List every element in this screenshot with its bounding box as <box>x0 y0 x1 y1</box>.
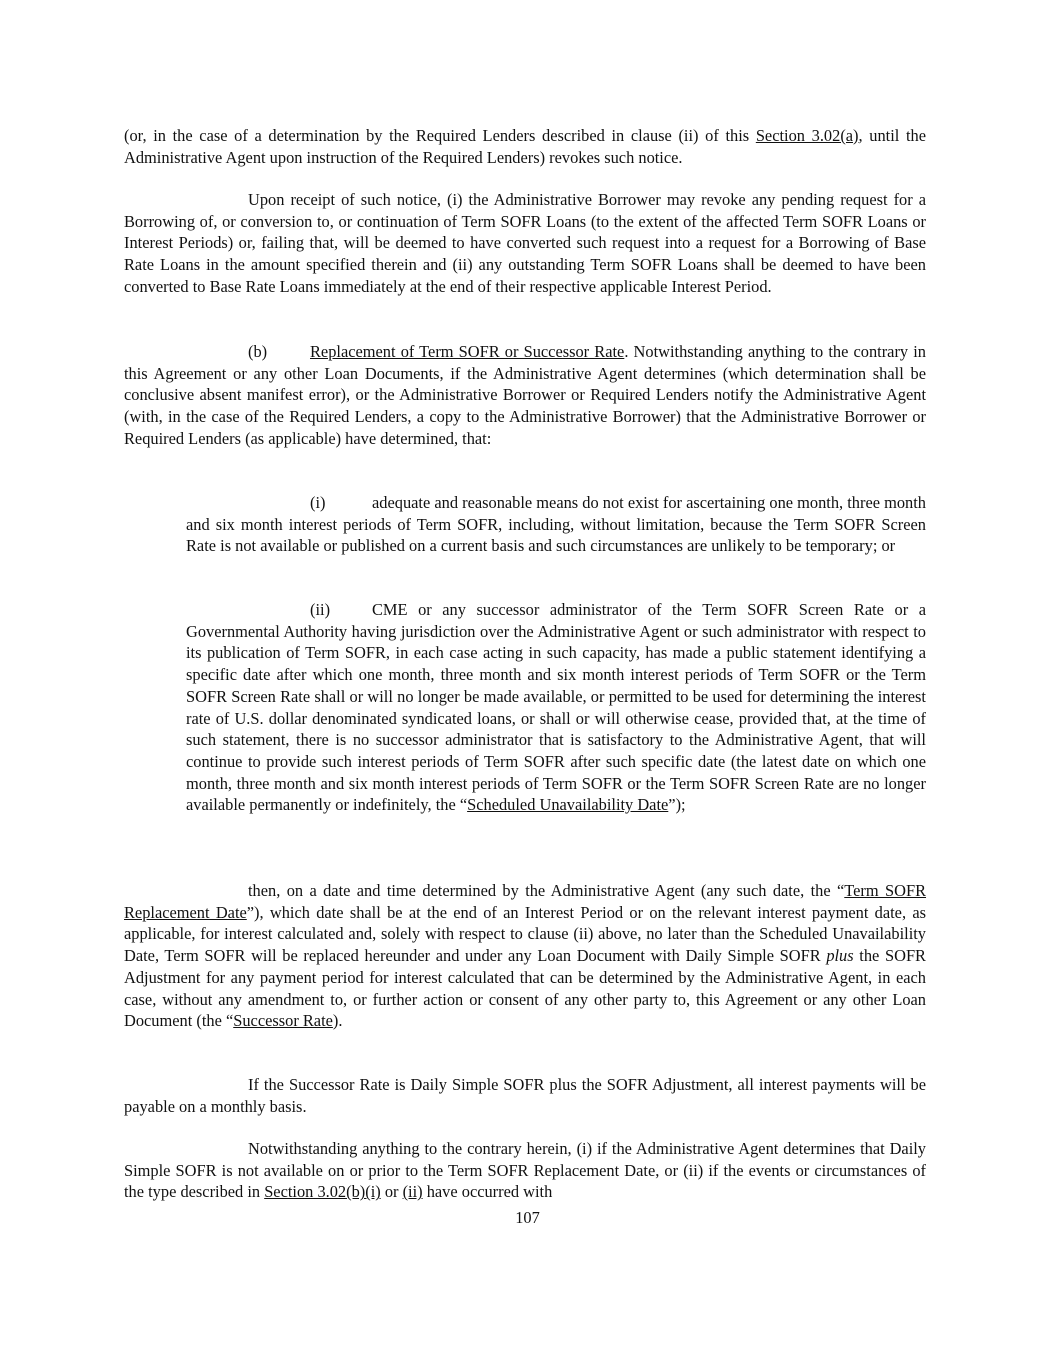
text-run: ). <box>332 1011 343 1031</box>
defined-term: Term SOFR Replacement Date <box>124 881 927 922</box>
text-run: (or, in the case of a determination by the Required Lenders described in clause (ii) of this <box>124 126 756 145</box>
italic-term: plus <box>826 946 854 966</box>
text-run: ”); <box>668 795 686 815</box>
paragraph-successor-rate: If the Successor Rate is Daily Simple SOFR plus the SOFR Adjustment, all interest payments will be payable on a monthly basis. <box>124 1075 926 1116</box>
text-run: . Notwithstanding anything to the contrary in this Agreement or any other Loan Documents, if the Administrative Agent determines (which determination shall be conclusive absent manifest error), or the Administrative Borrower or Required Lenders notify the Administrative Agent (with, in the case of the Required Lenders, a copy to the Administrative Borrower) that the Administrative Borrower or Required Lenders (as applicable) have determined, that: <box>124 342 926 448</box>
section-reference: Section 3.02(a) <box>755 126 859 145</box>
clause-label: (b) <box>248 342 268 361</box>
paragraph-upon-receipt: Upon receipt of such notice, (i) the Administrative Borrower may revoke any pending request for a Borrowing of, or conversion to, or continuation of Term SOFR Loans (to the extent of the affected Term SOFR Loans or Interest Periods) or, failing that, will be deemed to have converted such request into a request for a Borrowing of Base Rate Loans in the amount specified therein and (ii) any outstanding Term SOFR Loans shall be deemed to have been converted to Base Rate Loans immediately at the end of their respective applicable Interest Period. <box>124 190 926 296</box>
paragraph-then <box>124 880 926 1032</box>
text-run: CME or any successor administrator of the Term SOFR Screen Rate or a Governmental Authority having jurisdiction over the Administrative Agent or such administrator with respect to its publication of Term SOFR, in each case acting in such capacity, has made a public statement identifying a specific date after which one month, three month and six month interest periods of Term SOFR or the Term SOFR Screen Rate shall or will no longer be made available, or permitted to be used for determining the interest rate of U.S. dollar denominated syndicated loans, or shall or will otherwise cease, provided that, at the time of such statement, there is no successor administrator that is satisfactory to the Administrative Agent, that will continue to provide such interest periods of Term SOFR after such specific date (the latest date on which one month, three month and six month interest periods of Term SOFR or the Term SOFR Screen Rate are no longer available permanently or indefinitely, the “ <box>186 600 926 815</box>
text-run: the SOFR Adjustment for any payment period for interest calculated that can be determined by the Administrative Agent, in each case, without any amendment to, or further action or consent of any other party to, this Agreement or any other Loan Document (the “ <box>124 946 926 1031</box>
subclause-ii <box>186 599 926 816</box>
paragraph-notwithstanding <box>124 1138 926 1203</box>
section-heading: Replacement of Term SOFR or Successor Rate <box>310 342 625 361</box>
text-run: adequate and reasonable means do not exist for ascertaining one month, three month and six month interest periods of Term SOFR, including, without limitation, because the Term SOFR Screen Rate is not available or published on a current basis and such circumstances are unlikely to be temporary; or <box>186 493 926 556</box>
section-reference: Section 3.02(b)(i) <box>264 1182 381 1202</box>
text-run: or <box>380 1182 403 1202</box>
paragraph-continuation <box>124 125 926 168</box>
defined-term: Successor Rate <box>233 1011 333 1031</box>
text-run: have occurred with <box>422 1182 553 1202</box>
text-run: then, on a date and time determined by the Administrative Agent (any such date, the “ <box>248 881 845 900</box>
subclause-i <box>186 492 926 557</box>
clause-label: (ii) <box>310 600 331 619</box>
paragraph-b-replacement <box>124 341 926 450</box>
defined-term: Scheduled Unavailability Date <box>467 795 669 815</box>
page-number: 107 <box>515 1208 540 1227</box>
clause-label: (i) <box>310 493 326 512</box>
section-reference: (ii) <box>402 1182 423 1202</box>
text-run: ”), which date shall be at the end of an Interest Period or on the relevant interest payment date, as applicable, for interest calculated and, solely with respect to clause (ii) above, no later than the Scheduled Unavailability Date, Term SOFR will be replaced hereunder and under any Loan Document with Daily Simple SOFR <box>124 902 926 966</box>
text-run: , until the Administrative Agent upon instruction of the Required Lenders) revokes such notice. <box>124 126 927 167</box>
text-run: Notwithstanding anything to the contrary herein, (i) if the Administrative Agent determines that Daily Simple SOFR is not available on or prior to the Term SOFR Replacement Date, or (ii) if the events or circumstances of the type described in <box>124 1139 926 1202</box>
